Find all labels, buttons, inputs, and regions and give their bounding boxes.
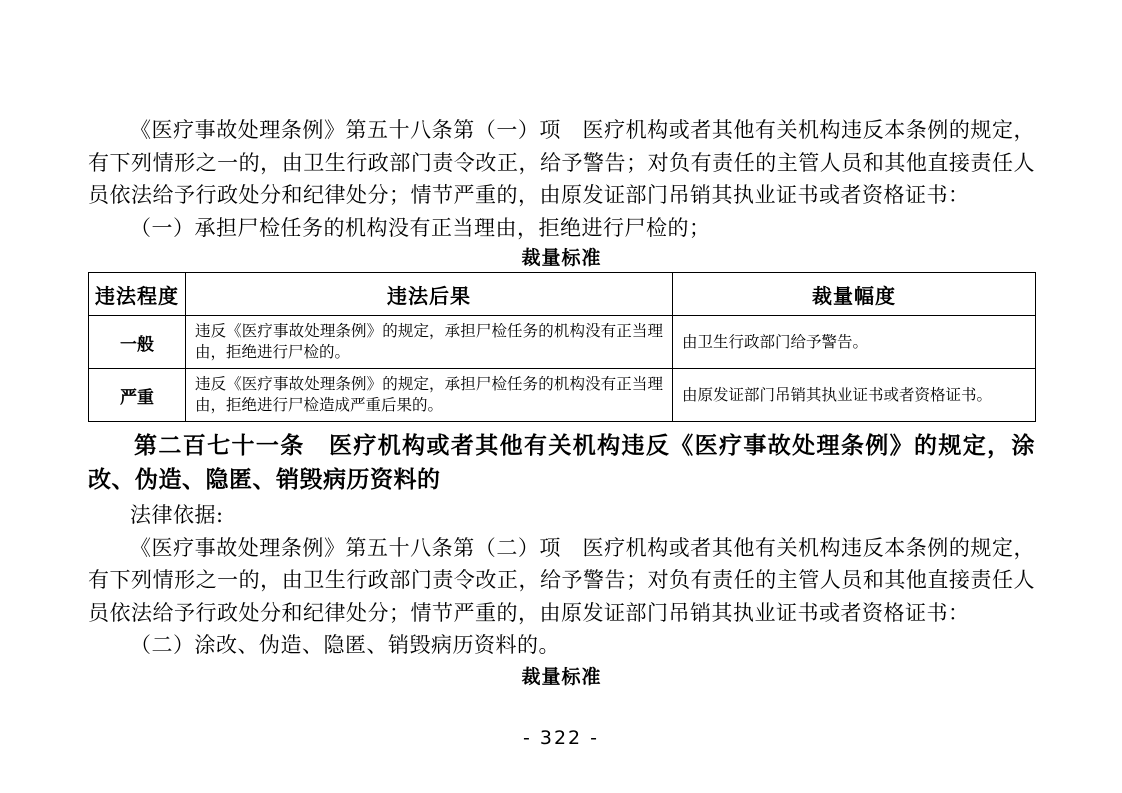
table-row <box>89 316 1036 369</box>
degree-cell-serious: 严重 <box>89 369 186 422</box>
range-cell-general: 由卫生行政部门给予警告。 <box>673 316 1036 369</box>
page-number: - 322 - <box>522 727 600 749</box>
clause-item-1: （一）承担尸检任务的机构没有正当理由，拒绝进行尸检的； <box>130 215 711 240</box>
column-header-discretion-range: 裁量幅度 <box>673 273 1036 316</box>
legal-provision-paragraph-2: 《医疗事故处理条例》第五十八条第（二）项 医疗机构或者其他有关机构违反本条例的规定，有下列情形之一的，由卫生行政部门责令改正，给予警告；对负有责任的主管人员和其他直接责任人员依法给予行政处分和纪律处分；情节严重的，由原发证部门吊销其执业证书或者资格证书： <box>88 535 1035 625</box>
discretion-standard-title-1: 裁量标准 <box>521 247 602 269</box>
column-header-violation-consequence: 违法后果 <box>186 273 673 316</box>
legal-provision-paragraph-1: 《医疗事故处理条例》第五十八条第（一）项 医疗机构或者其他有关机构违反本条例的规定，有下列情形之一的，由卫生行政部门责令改正，给予警告；对负有责任的主管人员和其他直接责任人员依法给予行政处分和纪律处分；情节严重的，由原发证部门吊销其执业证书或者资格证书： <box>88 118 1035 207</box>
discretion-standard-title-2: 裁量标准 <box>521 665 602 688</box>
article-271-heading: 第二百七十一条 医疗机构或者其他有关机构违反《医疗事故处理条例》的规定，涂改、伪造、隐匿、销毁病历资料的 <box>88 432 1035 493</box>
page-content <box>88 114 1035 690</box>
clause-item-2: （二）涂改、伪造、隐匿、销毁病历资料的。 <box>130 633 560 657</box>
range-cell-serious: 由原发证部门吊销其执业证书或者资格证书。 <box>673 369 1036 422</box>
degree-cell-general: 一般 <box>89 316 186 369</box>
consequence-cell-serious: 违反《医疗事故处理条例》的规定，承担尸检任务的机构没有正当理由，拒绝进行尸检造成严重后果的。 <box>186 369 673 422</box>
discretion-standard-table <box>88 272 1036 422</box>
consequence-cell-general: 违反《医疗事故处理条例》的规定，承担尸检任务的机构没有正当理由，拒绝进行尸检的。 <box>186 316 673 369</box>
table-header-row <box>89 273 1036 316</box>
legal-basis-label: 法律依据: <box>130 503 224 527</box>
column-header-violation-degree: 违法程度 <box>89 273 186 316</box>
table-row <box>89 369 1036 422</box>
